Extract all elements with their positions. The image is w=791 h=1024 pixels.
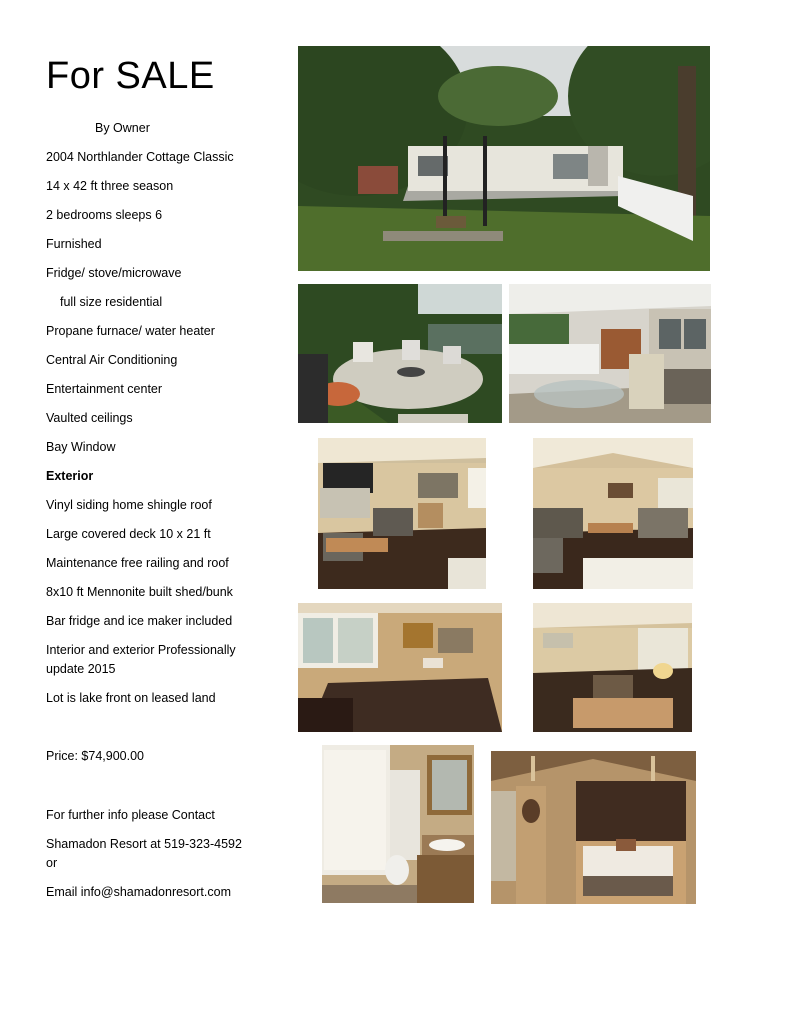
covered-deck-photo bbox=[509, 284, 711, 423]
exterior-heading: Exterior bbox=[46, 469, 94, 483]
living-room-photo bbox=[318, 438, 486, 589]
bathroom-photo bbox=[322, 745, 474, 903]
page-title: For SALE bbox=[46, 55, 215, 97]
bedroom-photo bbox=[298, 603, 502, 732]
exterior-siding: Vinyl siding home shingle roof bbox=[46, 498, 212, 512]
feature-appliances: Fridge/ stove/microwave bbox=[46, 266, 182, 280]
shed-bunk-photo bbox=[491, 751, 696, 904]
exterior-deck: Large covered deck 10 x 21 ft bbox=[46, 527, 211, 541]
contact-email: Email info@shamadonresort.com bbox=[46, 885, 231, 899]
exterior-railing: Maintenance free railing and roof bbox=[46, 556, 229, 570]
feature-entertainment: Entertainment center bbox=[46, 382, 163, 396]
feature-size: 14 x 42 ft three season bbox=[46, 179, 174, 193]
feature-model: 2004 Northlander Cottage Classic bbox=[46, 150, 234, 164]
exterior-lot: Lot is lake front on leased land bbox=[46, 691, 216, 705]
feature-bay-window: Bay Window bbox=[46, 440, 116, 454]
exterior-update: Interior and exterior Professionally bbox=[46, 643, 236, 657]
open-living-area-photo bbox=[533, 603, 692, 732]
contact-or: or bbox=[46, 856, 58, 870]
contact-intro: For further info please Contact bbox=[46, 808, 215, 822]
price: Price: $74,900.00 bbox=[46, 749, 144, 763]
by-owner-label: By Owner bbox=[95, 121, 150, 135]
feature-air-conditioning: Central Air Conditioning bbox=[46, 353, 178, 367]
exterior-bar-fridge: Bar fridge and ice maker included bbox=[46, 614, 233, 628]
firepit-patio-photo bbox=[298, 284, 502, 423]
living-room-2-photo bbox=[533, 438, 693, 589]
feature-furnished: Furnished bbox=[46, 237, 102, 251]
feature-ceilings: Vaulted ceilings bbox=[46, 411, 133, 425]
feature-appliances-note: full size residential bbox=[60, 295, 163, 309]
exterior-update-year: update 2015 bbox=[46, 662, 116, 676]
contact-phone: Shamadon Resort at 519-323-4592 bbox=[46, 837, 242, 851]
exterior-shed: 8x10 ft Mennonite built shed/bunk bbox=[46, 585, 233, 599]
feature-furnace: Propane furnace/ water heater bbox=[46, 324, 215, 338]
cottage-exterior-photo bbox=[298, 46, 710, 271]
feature-bedrooms: 2 bedrooms sleeps 6 bbox=[46, 208, 163, 222]
